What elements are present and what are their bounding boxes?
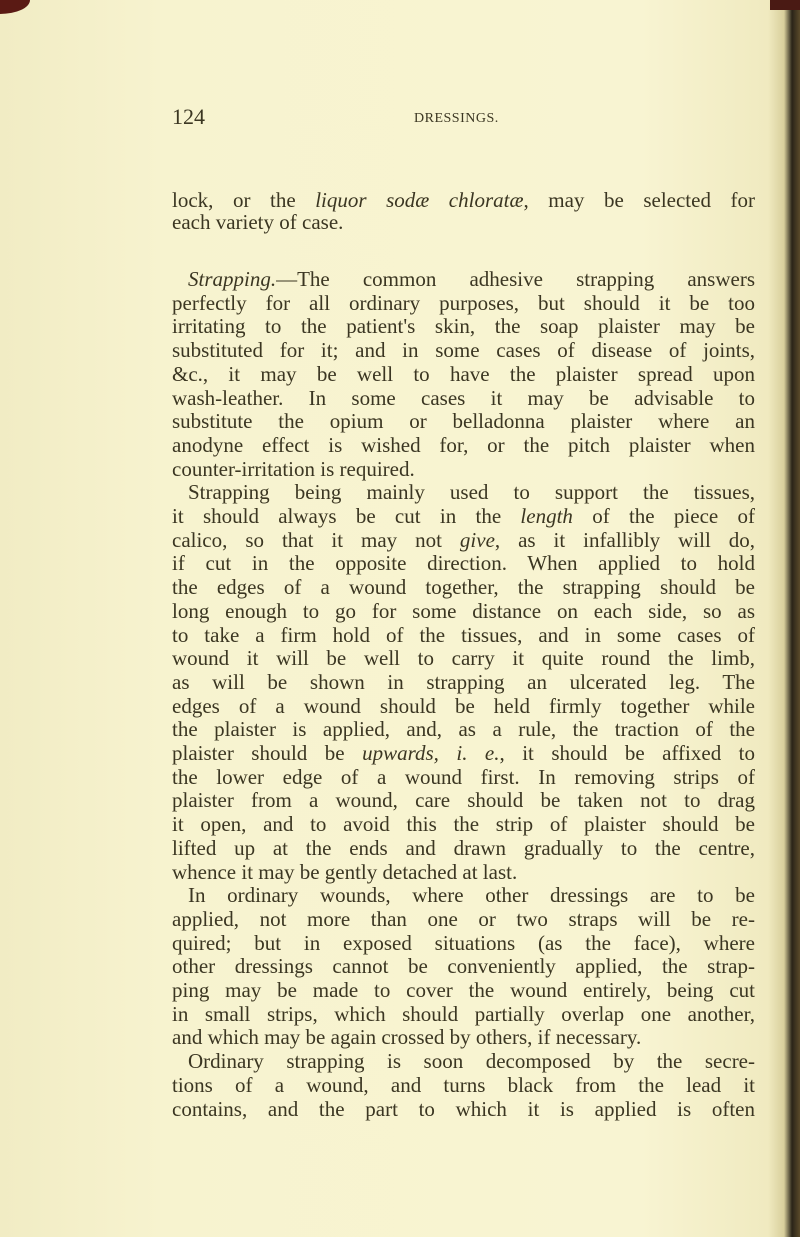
text-segment: perfectly for all ordinary purposes, but should it be too (172, 290, 755, 315)
text-line (172, 362, 755, 386)
text-segment: as will be shown in strapping an ulcerated leg. The (172, 669, 755, 694)
text-line (172, 978, 755, 1002)
text-segment: contains, and the part to which it is applied is often (172, 1096, 755, 1121)
book-cover-corner (770, 0, 800, 10)
text-segment: irritating to the patient's skin, the soap plaister may be (172, 314, 755, 339)
text-segment: if cut in the opposite direction. When applied to hold (172, 551, 755, 576)
text-segment: calico, so that it may not (172, 527, 460, 552)
text-segment: the lower edge of a wound first. In removing strips of (172, 764, 755, 789)
text-segment: each variety of case. (172, 210, 344, 234)
text-segment: —The common adhesive strapping answers (276, 267, 755, 291)
text-segment: whence it may be gently detached at last. (172, 859, 518, 884)
text-line (172, 551, 755, 575)
text-line (172, 765, 755, 789)
text-line (172, 1073, 755, 1097)
text-segment: of the piece of (572, 504, 755, 528)
text-segment: , it should be affixed to (499, 741, 756, 765)
text-segment: and which may be again crossed by others, if necessary. (172, 1025, 642, 1050)
text-segment: plaister from a wound, care should be taken not to drag (172, 788, 755, 813)
text-line (172, 741, 755, 765)
text-line (172, 386, 755, 410)
text-segment: substitute the opium or belladonna plaister where an (172, 409, 755, 434)
text-line (172, 883, 755, 907)
text-line (172, 188, 755, 212)
text-line (172, 788, 755, 812)
text-segment: In ordinary wounds, where other dressings are to be (188, 883, 755, 908)
text-segment: it should always be cut in the (172, 504, 521, 528)
text-segment: substituted for it; and in some cases of disease of joints, (172, 338, 755, 363)
text-segment: &c., it may be well to have the plaister spread upon (172, 361, 755, 386)
text-line (172, 528, 755, 552)
text-segment: wash-leather. In some cases it may be advisable to (172, 385, 755, 410)
text-segment: long enough to go for some distance on each side, so as (172, 598, 755, 623)
text-line (172, 1002, 755, 1026)
text-segment: applied, not more than one or two straps will be re- (172, 906, 755, 931)
italic-text: Strapping. (188, 267, 277, 291)
text-segment: wound it will be well to carry it quite round the limb, (172, 646, 755, 671)
text-segment: anodyne effect is wished for, or the pitch plaister when (172, 432, 755, 457)
text-line (172, 409, 755, 433)
text-segment: Ordinary strapping is soon decomposed by the secre- (188, 1049, 755, 1074)
text-line (172, 860, 755, 884)
text-line (172, 907, 755, 931)
text-line (172, 457, 755, 481)
running-title: DRESSINGS. (414, 111, 499, 126)
book-cover-corner (0, 0, 30, 14)
text-line (172, 1025, 755, 1049)
text-line (172, 717, 755, 741)
text-segment: the plaister is applied, and, as a rule, the traction of the (172, 717, 755, 742)
text-segment: the edges of a wound together, the strapping should be (172, 575, 755, 600)
text-line (172, 433, 755, 457)
text-line (172, 623, 755, 647)
italic-text: upwards, i. e. (362, 741, 500, 765)
text-segment: ping may be made to cover the wound entirely, being cut (172, 978, 755, 1002)
text-line (172, 338, 755, 362)
text-line (172, 480, 755, 504)
text-segment: plaister should be (172, 741, 363, 765)
text-segment: counter-irritation is required. (172, 456, 415, 481)
text-line (172, 267, 755, 291)
text-segment: to take a firm hold of the tissues, and in some cases of (172, 622, 755, 647)
text-line (172, 1049, 755, 1073)
italic-text: length (520, 504, 573, 528)
page-number: 124 (172, 104, 205, 129)
text-segment: other dressings cannot be conveniently applied, the strap- (172, 954, 755, 979)
text-line (172, 931, 755, 955)
text-line (172, 599, 755, 623)
text-segment: Strapping being mainly used to support the tissues, (188, 480, 755, 505)
text-line (172, 291, 755, 315)
text-segment: lock, or the (172, 188, 316, 212)
text-line (172, 504, 755, 528)
text-line (172, 836, 755, 860)
text-line (172, 1097, 755, 1121)
text-line (172, 670, 755, 694)
text-segment: quired; but in exposed situations (as the face), where (172, 930, 755, 955)
text-line (172, 694, 755, 718)
italic-text: give (459, 527, 495, 552)
text-line (172, 646, 755, 670)
text-line (172, 314, 755, 338)
text-segment: , as it infallibly will do, (494, 527, 755, 552)
text-line (172, 954, 755, 978)
text-segment: edges of a wound should be held firmly together while (172, 693, 755, 718)
italic-text: liquor sodæ chloratæ (315, 188, 524, 212)
text-line (172, 210, 755, 234)
text-segment: tions of a wound, and turns black from the lead it (172, 1072, 755, 1097)
text-segment: it open, and to avoid this the strip of plaister should be (172, 812, 755, 837)
text-line (172, 812, 755, 836)
text-line (172, 575, 755, 599)
text-segment: in small strips, which should partially overlap one another, (172, 1001, 755, 1026)
text-segment: lifted up at the ends and drawn gradually to the centre, (172, 835, 755, 860)
text-segment: , may be selected for (523, 188, 755, 212)
